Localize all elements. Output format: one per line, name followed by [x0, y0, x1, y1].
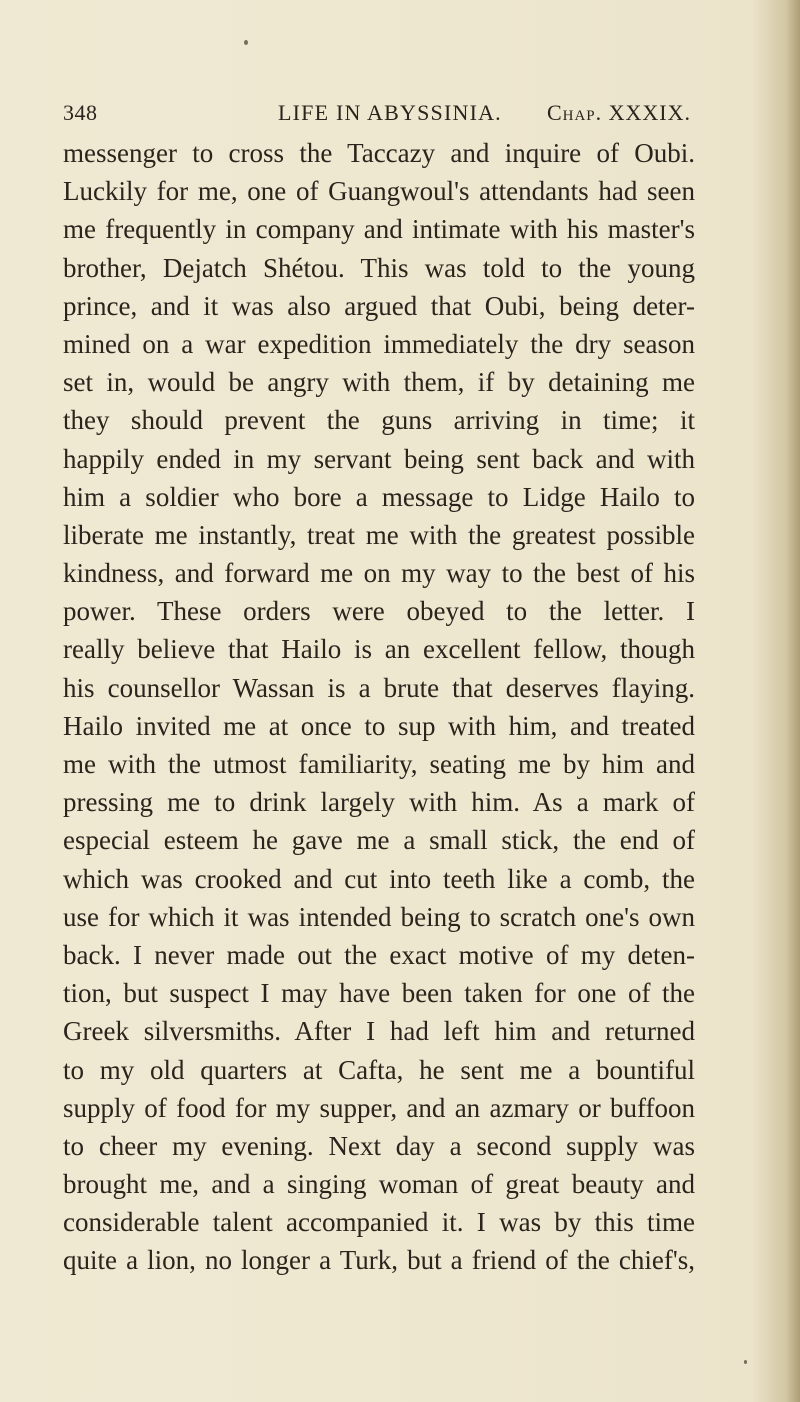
text-line: quite a lion, no longer a Turk, but a friend of the chief's, [63, 1245, 695, 1276]
page-number: 348 [63, 100, 98, 125]
text-line: supply of food for my supper, and an azmary or buffoon [63, 1092, 695, 1123]
text-line: brought me, and a singing woman of great beauty and [63, 1169, 695, 1200]
ink-speck [744, 1360, 747, 1364]
text-line: Greek silversmiths. After I had left him and returned [63, 1016, 695, 1047]
text-line: mined on a war expedition immediately the dry season [63, 328, 695, 359]
text-line: prince, and it was also argued that Oubi, being deter- [63, 290, 695, 321]
text-line: really believe that Hailo is an excellent fellow, though [63, 634, 695, 665]
text-line: to cheer my evening. Next day a second supply was [63, 1130, 695, 1161]
text-line: power. These orders were obeyed to the letter. I [63, 596, 695, 627]
text-line: pressing me to drink largely with him. As a mark of [63, 787, 695, 818]
text-line: him a soldier who bore a message to Lidge Hailo to [63, 481, 695, 512]
text-line: kindness, and forward me on my way to the best of his [63, 558, 695, 589]
ink-speck [244, 40, 248, 45]
text-line: especial esteem he gave me a small stick, the end of [63, 825, 695, 856]
text-line: me frequently in company and intimate with his master's [63, 214, 695, 245]
text-line: they should prevent the guns arriving in time; it [63, 405, 695, 436]
text-line: considerable talent accompanied it. I was by this time [63, 1207, 695, 1238]
text-line: Luckily for me, one of Guangwoul's attendants had seen [63, 176, 695, 207]
body-text [63, 134, 695, 1280]
page-edge-shadow [786, 0, 800, 1402]
text-line: back. I never made out the exact motive of my deten- [63, 939, 695, 970]
text-line: use for which it was intended being to scratch one's own [63, 901, 695, 932]
text-line: happily ended in my servant being sent back and with [63, 443, 695, 474]
text-line: liberate me instantly, treat me with the greatest possible [63, 519, 695, 550]
text-line: me with the utmost familiarity, seating me by him and [63, 749, 695, 779]
chapter-label: Chap. XXXIX. [546, 100, 691, 125]
text-line: his counsellor Wassan is a brute that deserves flaying. [63, 672, 695, 703]
text-line: tion, but suspect I may have been taken for one of the [63, 978, 695, 1009]
text-line: which was crooked and cut into teeth like a comb, the [63, 863, 695, 894]
text-line: set in, would be angry with them, if by detaining me [63, 367, 695, 398]
running-title: LIFE IN ABYSSINIA. [278, 100, 502, 125]
text-line: messenger to cross the Taccazy and inquire of Oubi. [63, 138, 695, 168]
text-line: Hailo invited me at once to sup with him, and treated [63, 710, 695, 741]
text-line: brother, Dejatch Shétou. This was told to the young [63, 252, 695, 283]
text-line: to my old quarters at Cafta, he sent me a bountiful [63, 1054, 695, 1085]
